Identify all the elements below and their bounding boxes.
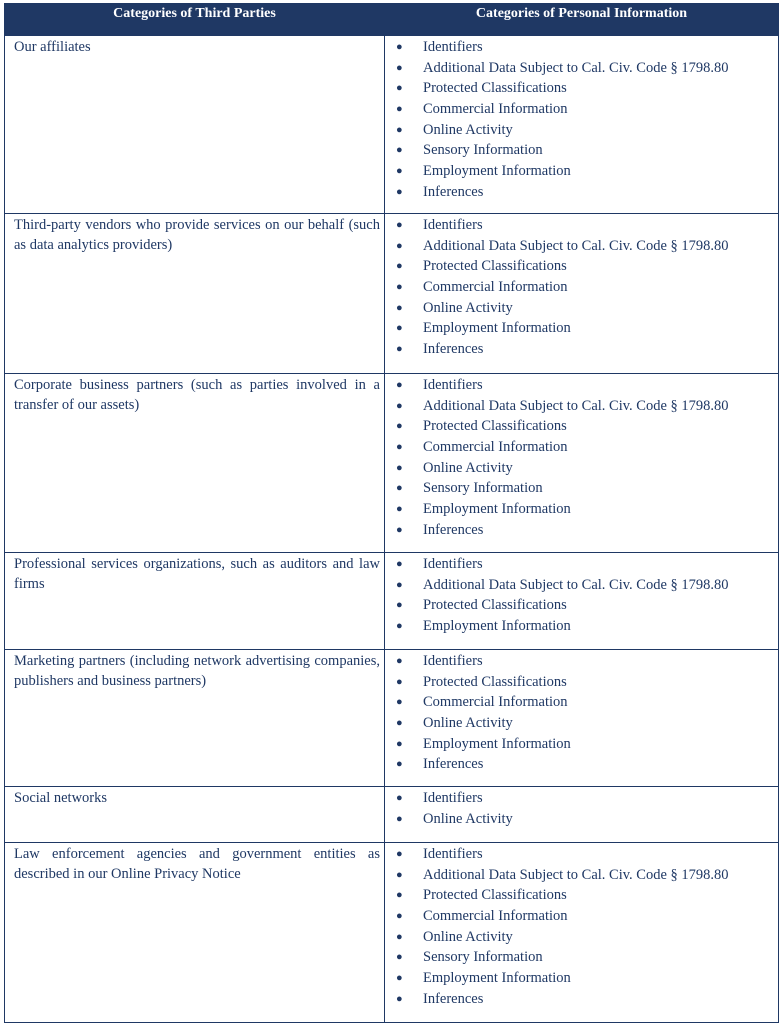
personal-information-categories — [385, 787, 779, 843]
list-item — [396, 927, 778, 948]
list-item — [396, 478, 778, 499]
table-row — [5, 843, 779, 1023]
category-label: Protected Classifications — [423, 80, 567, 97]
list-item — [396, 318, 778, 339]
bullet-icon: ● — [396, 482, 403, 495]
list-item — [396, 120, 778, 141]
category-label: Additional Data Subject to Cal. Civ. Code § 1798.80 — [423, 866, 729, 883]
bullet-icon: ● — [396, 123, 403, 136]
list-item — [396, 416, 778, 437]
table-row — [5, 787, 779, 843]
bullet-icon: ● — [396, 930, 403, 943]
bullet-icon: ● — [396, 219, 403, 231]
bullet-icon: ● — [396, 41, 403, 53]
category-label: Online Activity — [423, 715, 513, 732]
list-item — [396, 968, 778, 989]
third-party-category: Social networks — [5, 787, 385, 843]
third-party-category: Marketing partners (including network advertising companies, publishers and business partners) — [5, 650, 385, 787]
category-label: Commercial Information — [423, 439, 568, 456]
table-row — [5, 36, 779, 214]
category-label: Identifiers — [423, 39, 483, 55]
category-label: Commercial Information — [423, 101, 568, 118]
bullet-icon: ● — [396, 185, 403, 198]
bullet-icon: ● — [396, 82, 403, 95]
category-label: Protected Classifications — [423, 258, 567, 275]
list-item — [396, 499, 778, 520]
bullet-icon: ● — [396, 343, 403, 356]
list-item — [396, 520, 778, 541]
category-label: Protected Classifications — [423, 597, 567, 614]
category-label: Protected Classifications — [423, 673, 567, 690]
category-label: Online Activity — [423, 459, 513, 476]
category-label: Commercial Information — [423, 694, 568, 711]
category-label: Sensory Information — [423, 142, 543, 159]
category-label: Identifiers — [423, 653, 483, 669]
list-item — [396, 692, 778, 713]
category-label: Inferences — [423, 341, 484, 358]
list-item — [396, 182, 778, 203]
third-party-category: Third-party vendors who provide services on our behalf (such as data analytics providers) — [5, 214, 385, 374]
bullet-icon: ● — [396, 910, 403, 923]
list-item — [396, 58, 778, 79]
category-label: Inferences — [423, 183, 484, 200]
category-label: Identifiers — [423, 217, 483, 233]
category-label: Inferences — [423, 990, 484, 1007]
bullet-icon: ● — [396, 61, 403, 74]
bullet-icon: ● — [396, 503, 403, 516]
category-label: Online Activity — [423, 928, 513, 945]
list-item — [396, 672, 778, 693]
category-label: Protected Classifications — [423, 887, 567, 904]
list-item — [396, 458, 778, 479]
list-item — [396, 616, 778, 637]
table-header-row — [5, 4, 779, 36]
bullet-icon: ● — [396, 379, 403, 391]
bullet-icon: ● — [396, 578, 403, 591]
personal-information-categories — [385, 36, 779, 214]
bullet-icon: ● — [396, 239, 403, 252]
category-list — [385, 215, 778, 360]
third-party-category: Professional services organizations, such as auditors and law firms — [5, 553, 385, 650]
category-list — [385, 554, 778, 637]
category-label: Online Activity — [423, 299, 513, 316]
bullet-icon: ● — [396, 399, 403, 412]
bullet-icon: ● — [396, 812, 403, 825]
category-list — [385, 651, 778, 775]
category-label: Employment Information — [423, 320, 571, 337]
bullet-icon: ● — [396, 792, 403, 804]
bullet-icon: ● — [396, 144, 403, 157]
header-personal-information: Categories of Personal Information — [385, 4, 779, 36]
list-item — [396, 989, 778, 1010]
bullet-icon: ● — [396, 420, 403, 433]
list-item — [396, 256, 778, 277]
bullet-icon: ● — [396, 655, 403, 667]
table-row — [5, 553, 779, 650]
list-item — [396, 161, 778, 182]
bullet-icon: ● — [396, 675, 403, 688]
third-party-category: Law enforcement agencies and government entities as described in our Online Privacy Notice — [5, 843, 385, 1023]
bullet-icon: ● — [396, 301, 403, 314]
category-label: Additional Data Subject to Cal. Civ. Code § 1798.80 — [423, 397, 729, 414]
category-label: Identifiers — [423, 556, 483, 572]
bullet-icon: ● — [396, 281, 403, 294]
category-label: Additional Data Subject to Cal. Civ. Code § 1798.80 — [423, 237, 729, 254]
list-item — [396, 375, 778, 396]
category-label: Employment Information — [423, 735, 571, 752]
category-list — [385, 788, 778, 829]
list-item — [396, 236, 778, 257]
third-party-disclosure-table — [4, 3, 779, 1023]
bullet-icon: ● — [396, 441, 403, 454]
category-label: Additional Data Subject to Cal. Civ. Code § 1798.80 — [423, 59, 729, 76]
bullet-icon: ● — [396, 165, 403, 178]
table-row — [5, 214, 779, 374]
bullet-icon: ● — [396, 558, 403, 570]
list-item — [396, 78, 778, 99]
list-item — [396, 844, 778, 865]
list-item — [396, 396, 778, 417]
list-item — [396, 437, 778, 458]
third-party-category: Corporate business partners (such as parties involved in a transfer of our assets) — [5, 374, 385, 553]
category-label: Commercial Information — [423, 908, 568, 925]
list-item — [396, 947, 778, 968]
bullet-icon: ● — [396, 868, 403, 881]
list-item — [396, 885, 778, 906]
bullet-icon: ● — [396, 322, 403, 335]
list-item — [396, 865, 778, 886]
category-list — [385, 37, 778, 203]
bullet-icon: ● — [396, 758, 403, 771]
category-label: Inferences — [423, 521, 484, 538]
list-item — [396, 651, 778, 672]
table-row — [5, 374, 779, 553]
list-item — [396, 754, 778, 775]
bullet-icon: ● — [396, 889, 403, 902]
bullet-icon: ● — [396, 717, 403, 730]
bullet-icon: ● — [396, 951, 403, 964]
bullet-icon: ● — [396, 103, 403, 116]
list-item — [396, 37, 778, 58]
header-third-parties: Categories of Third Parties — [5, 4, 385, 36]
list-item — [396, 788, 778, 809]
table-row — [5, 650, 779, 787]
category-label: Identifiers — [423, 377, 483, 393]
category-label: Employment Information — [423, 163, 571, 180]
personal-information-categories — [385, 374, 779, 553]
bullet-icon: ● — [396, 260, 403, 273]
list-item — [396, 809, 778, 830]
list-item — [396, 277, 778, 298]
category-label: Identifiers — [423, 790, 483, 806]
third-party-category: Our affiliates — [5, 36, 385, 214]
bullet-icon: ● — [396, 972, 403, 985]
list-item — [396, 734, 778, 755]
list-item — [396, 298, 778, 319]
list-item — [396, 99, 778, 120]
category-label: Employment Information — [423, 970, 571, 987]
list-item — [396, 140, 778, 161]
category-list — [385, 844, 778, 1010]
bullet-icon: ● — [396, 461, 403, 474]
bullet-icon: ● — [396, 599, 403, 612]
list-item — [396, 906, 778, 927]
category-list — [385, 375, 778, 541]
category-label: Sensory Information — [423, 949, 543, 966]
table-body — [5, 36, 779, 1023]
category-label: Sensory Information — [423, 480, 543, 497]
list-item — [396, 713, 778, 734]
bullet-icon: ● — [396, 992, 403, 1005]
list-item — [396, 575, 778, 596]
bullet-icon: ● — [396, 696, 403, 709]
bullet-icon: ● — [396, 620, 403, 633]
personal-information-categories — [385, 843, 779, 1023]
list-item — [396, 554, 778, 575]
list-item — [396, 339, 778, 360]
bullet-icon: ● — [396, 848, 403, 860]
personal-information-categories — [385, 650, 779, 787]
category-label: Online Activity — [423, 121, 513, 138]
category-label: Additional Data Subject to Cal. Civ. Code § 1798.80 — [423, 576, 729, 593]
bullet-icon: ● — [396, 737, 403, 750]
list-item — [396, 595, 778, 616]
category-label: Identifiers — [423, 846, 483, 862]
category-label: Employment Information — [423, 501, 571, 518]
category-label: Protected Classifications — [423, 418, 567, 435]
category-label: Commercial Information — [423, 279, 568, 296]
category-label: Employment Information — [423, 618, 571, 635]
category-label: Inferences — [423, 756, 484, 773]
list-item — [396, 215, 778, 236]
category-label: Online Activity — [423, 810, 513, 827]
personal-information-categories — [385, 553, 779, 650]
bullet-icon: ● — [396, 523, 403, 536]
personal-information-categories — [385, 214, 779, 374]
